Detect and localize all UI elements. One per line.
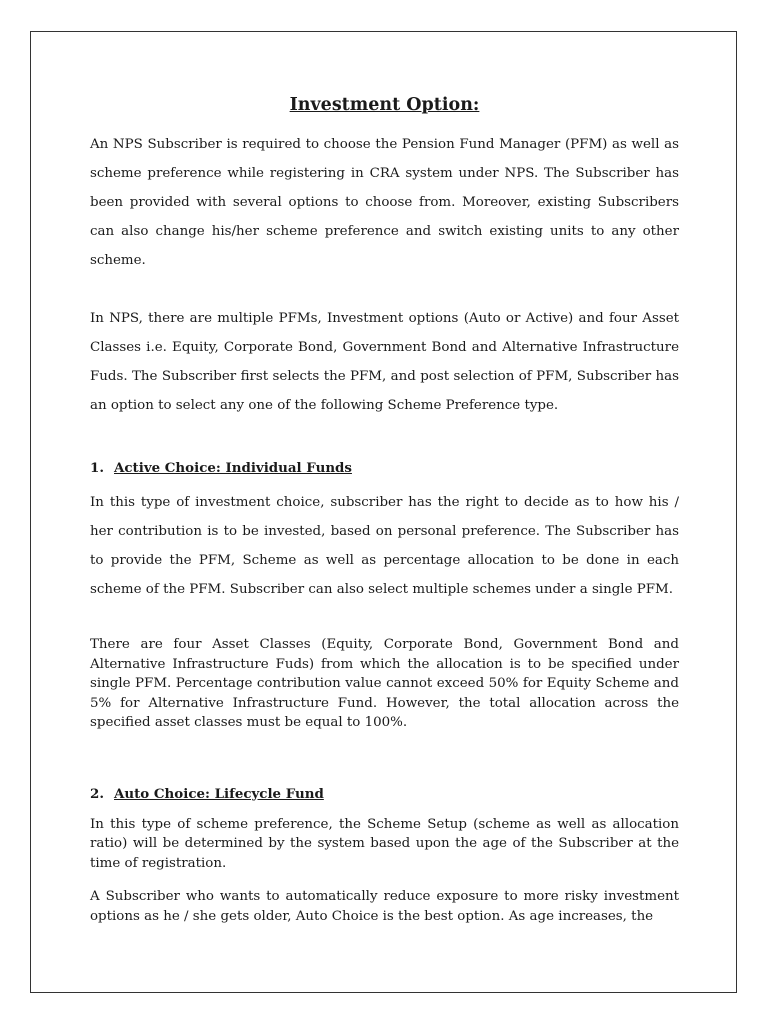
auto-choice-paragraph-1: In this type of scheme preference, the Scheme Setup (scheme as well as allocation ratio) will be determined by the system based upon the age of the Subscriber at the time of registration. [90, 816, 679, 871]
section-number: 2. [90, 785, 104, 802]
active-choice-paragraph-1: In this type of investment choice, subscriber has the right to decide as to how his / her contribution is to be invested, based on personal preference. The Subscriber has to provide the PFM, Scheme as well as percentage allocation to be done in each scheme of the PFM. Subscriber can also select multiple schemes under a single PFM. [90, 495, 679, 597]
section-heading-auto-choice [90, 782, 679, 806]
active-choice-paragraph-2: There are four Asset Classes (Equity, Corporate Bond, Government Bond and Alternative Infrastructure Fuds) from which the allocation is to be specified under single PFM. Percentage contribution value cannot exceed 50% for Equity Scheme and 5% for Alternative Infrastructure Fund. However, the total allocation across the specified asset classes must be equal to 100%. [90, 637, 679, 730]
auto-choice-paragraph-2: A Subscriber who wants to automatically reduce exposure to more risky investment options as he / she gets older, Auto Choice is the best option. As age increases, the [90, 889, 679, 924]
document-body [90, 92, 679, 926]
section-heading-active-choice [90, 456, 679, 480]
section-heading-label: Active Choice: Individual Funds [114, 460, 352, 476]
section-number: 1. [90, 460, 104, 476]
intro-paragraph-2: In NPS, there are multiple PFMs, Investment options (Auto or Active) and four Asset Classes i.e. Equity, Corporate Bond, Government Bond and Alternative Infrastructure Fuds. The Subscriber first selects the PFM, and post selection of PFM, Subscriber has an option to select any one of the following Scheme Preference type. [90, 311, 679, 413]
intro-paragraph-1: An NPS Subscriber is required to choose the Pension Fund Manager (PFM) as well as scheme preference while registering in CRA system under NPS. The Subscriber has been provided with several options to choose from. Moreover, existing Subscribers can also change his/her scheme preference and switch existing units to any other scheme. [90, 137, 679, 268]
section-heading-label: Auto Choice: Lifecycle Fund [114, 785, 324, 802]
page-title: Investment Option: [289, 95, 480, 115]
